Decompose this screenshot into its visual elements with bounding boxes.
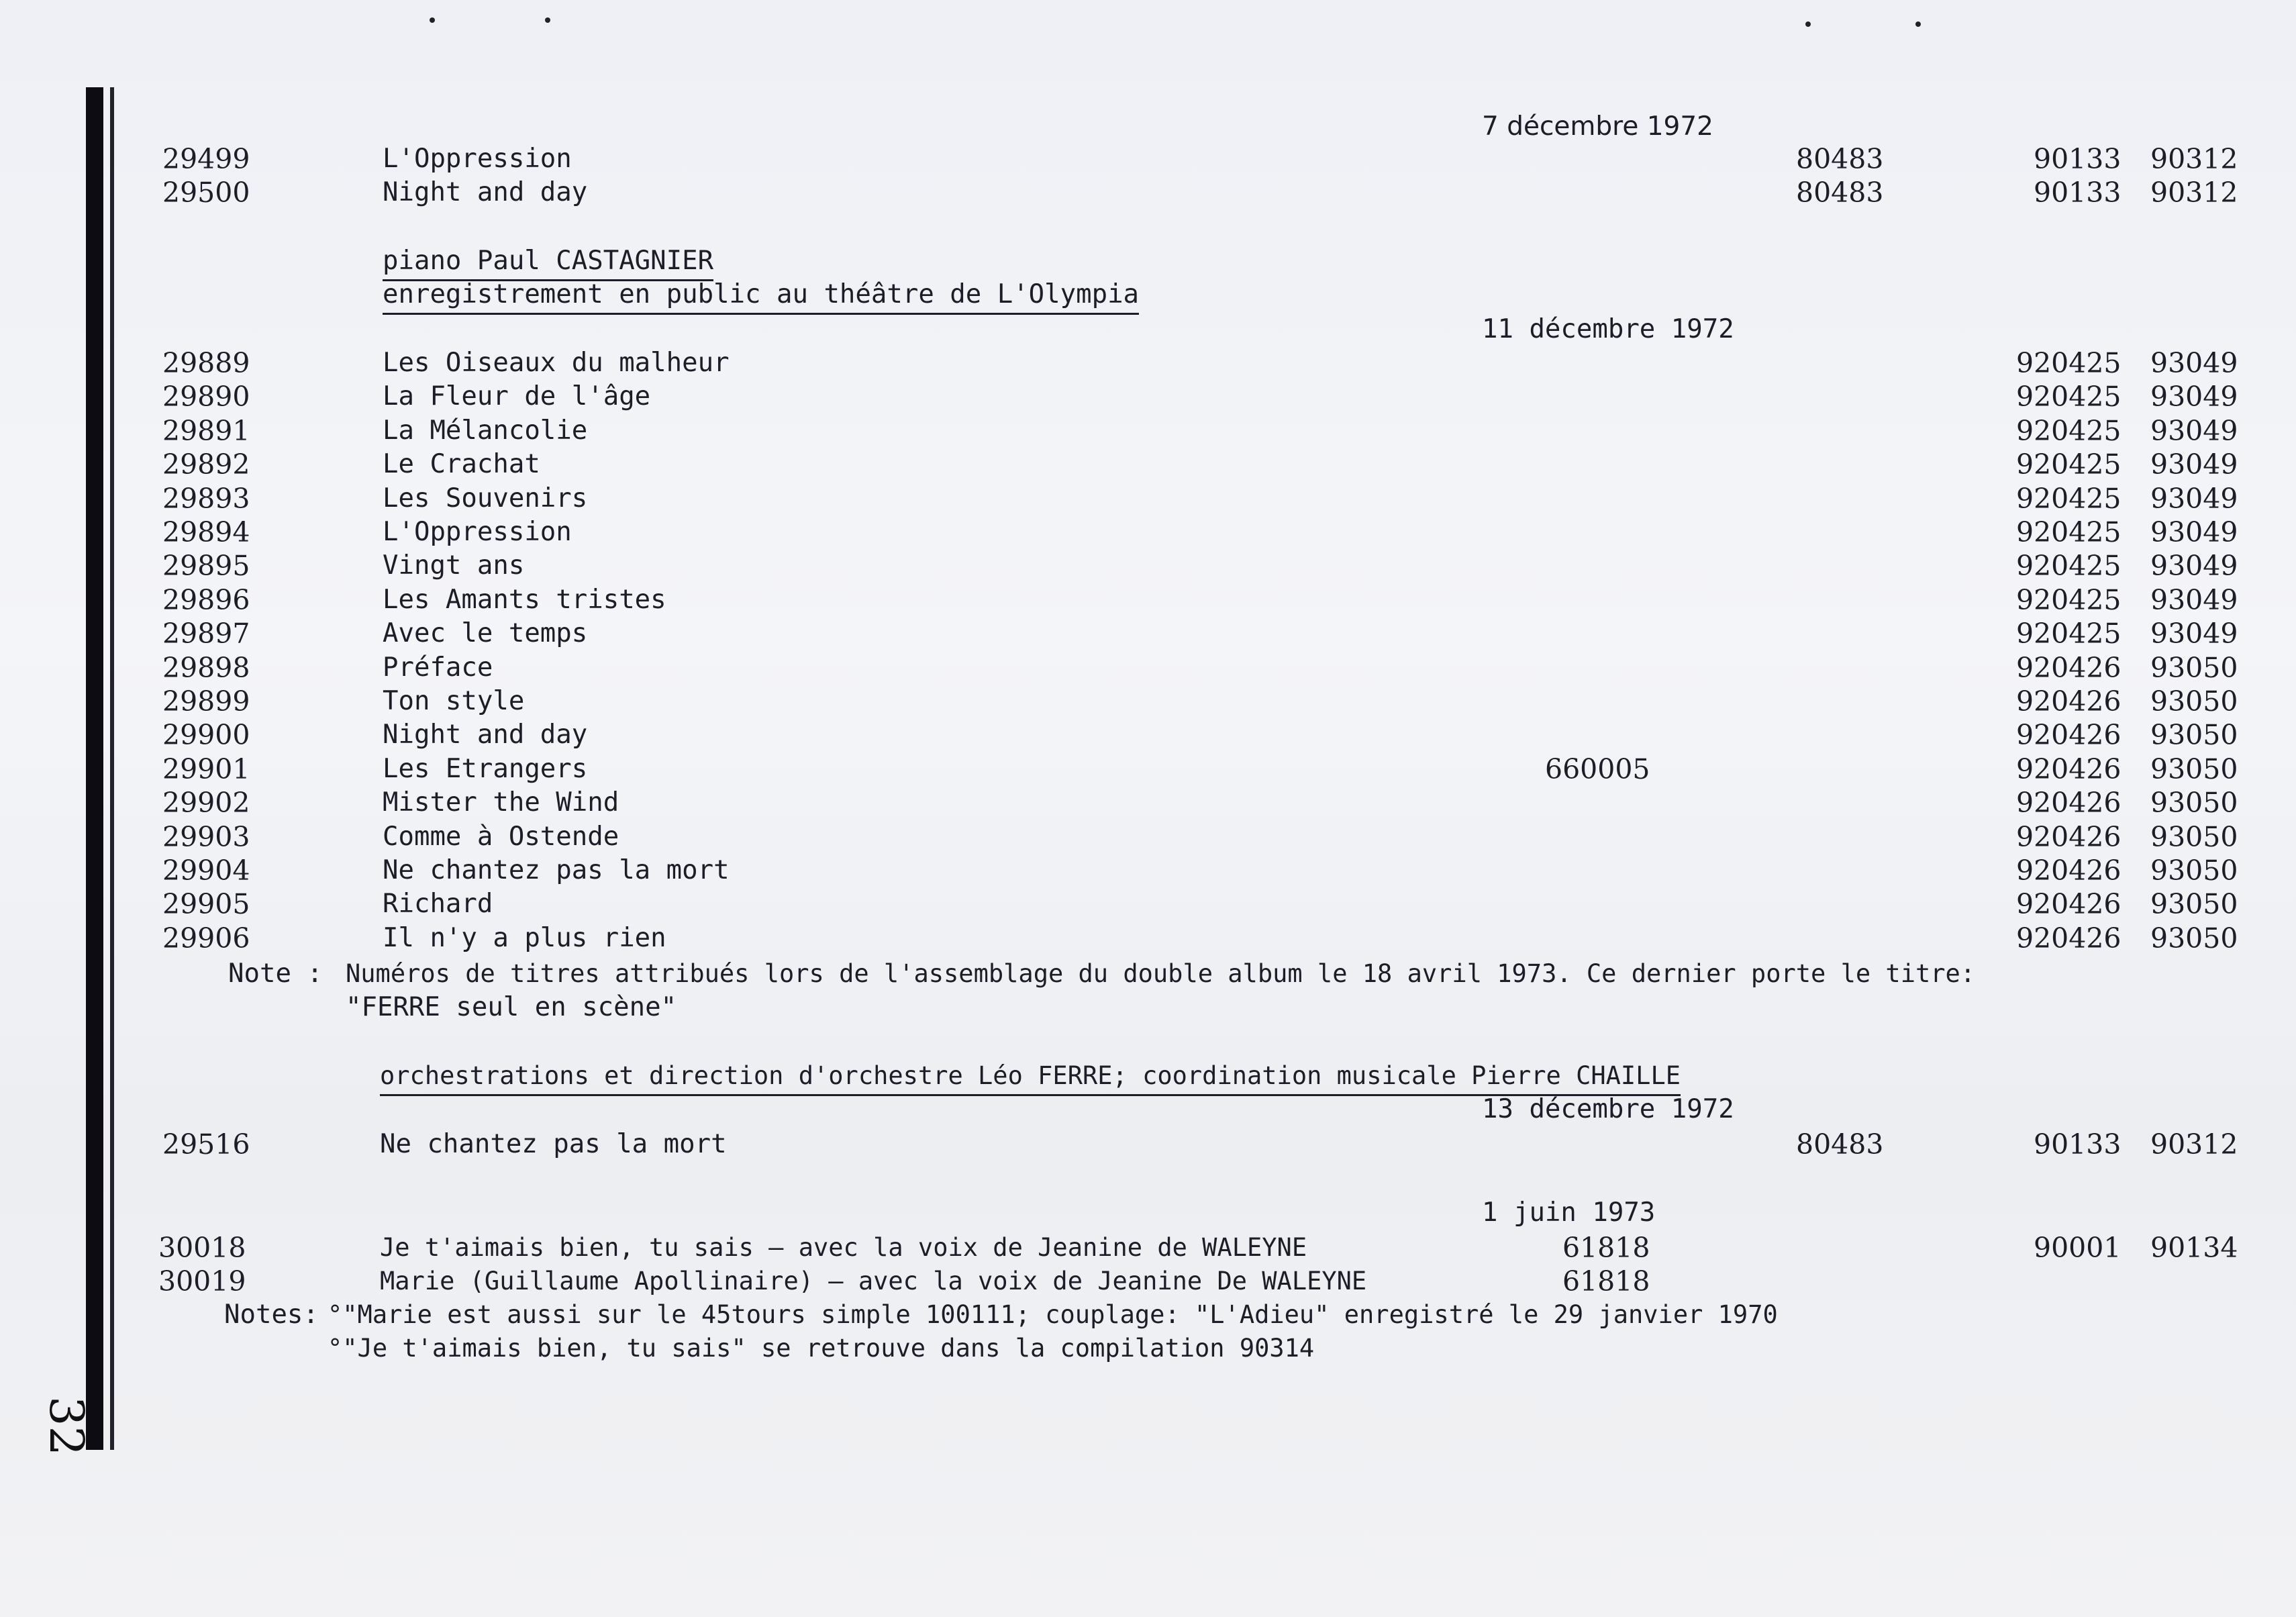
track-title: Night and day bbox=[383, 720, 588, 750]
track-id: 29904 bbox=[162, 854, 250, 887]
catalog-ref: 90001 bbox=[2034, 1232, 2122, 1264]
track-id: 30018 bbox=[158, 1232, 246, 1264]
track-title: Les Oiseaux du malheur bbox=[383, 348, 730, 378]
track-id: 29894 bbox=[162, 516, 250, 548]
note-text: °"Marie est aussi sur le 45tours simple 100111; couplage: "L'Adieu" enregistré le 29 janvier 1970 bbox=[328, 1300, 1778, 1329]
catalog-ref: 920426 bbox=[2016, 652, 2122, 684]
track-id: 29893 bbox=[162, 483, 250, 515]
scan-speck bbox=[545, 17, 550, 23]
track-id: 30019 bbox=[158, 1265, 246, 1297]
track-id: 29516 bbox=[162, 1128, 250, 1161]
section3-date: 13 décembre 1972 bbox=[1482, 1094, 1734, 1124]
catalog-ref: 920425 bbox=[2016, 448, 2122, 481]
track-title: Les Etrangers bbox=[383, 754, 588, 784]
catalog-ref: 80483 bbox=[1796, 1128, 1884, 1161]
margin-bar bbox=[86, 87, 103, 1450]
track-id: 29891 bbox=[162, 415, 250, 447]
catalog-ref: 90133 bbox=[2034, 143, 2122, 175]
catalog-ref: 61818 bbox=[1562, 1232, 1650, 1264]
catalog-ref: 920426 bbox=[2016, 719, 2122, 751]
catalog-ref: 93049 bbox=[2150, 550, 2238, 582]
track-title: Le Crachat bbox=[383, 449, 540, 479]
note-text: Numéros de titres attribués lors de l'assemblage du double album le 18 avril 1973. Ce dernier porte le titre: bbox=[346, 959, 1976, 988]
catalog-ref: 920426 bbox=[2016, 685, 2122, 718]
track-title: Marie (Guillaume Apollinaire) — avec la voix de Jeanine De WALEYNE bbox=[380, 1267, 1367, 1295]
track-id: 29906 bbox=[162, 922, 250, 954]
track-title: Richard bbox=[383, 889, 493, 919]
track-title: L'Oppression bbox=[383, 144, 572, 174]
catalog-ref: 93050 bbox=[2150, 821, 2238, 853]
track-id: 29905 bbox=[162, 888, 250, 920]
catalog-ref: 920426 bbox=[2016, 787, 2122, 819]
section2-date: 11 décembre 1972 bbox=[1482, 314, 1734, 344]
track-id: 29900 bbox=[162, 719, 250, 751]
catalog-ref: 93050 bbox=[2150, 753, 2238, 785]
catalog-ref: 80483 bbox=[1796, 143, 1884, 175]
catalog-ref: 93049 bbox=[2150, 347, 2238, 379]
catalog-ref: 80483 bbox=[1796, 177, 1884, 209]
track-title: Je t'aimais bien, tu sais — avec la voix de Jeanine de WALEYNE bbox=[380, 1233, 1307, 1262]
catalog-ref: 93049 bbox=[2150, 516, 2238, 548]
track-id: 29903 bbox=[162, 821, 250, 853]
catalog-ref: 920426 bbox=[2016, 888, 2122, 920]
catalog-ref: 920425 bbox=[2016, 347, 2122, 379]
catalog-ref: 93050 bbox=[2150, 719, 2238, 751]
track-title: Les Amants tristes bbox=[383, 585, 666, 615]
track-title: Ne chantez pas la mort bbox=[383, 855, 730, 885]
track-id: 29895 bbox=[162, 550, 250, 582]
catalog-ref: 90133 bbox=[2034, 177, 2122, 209]
track-id: 29890 bbox=[162, 381, 250, 413]
catalog-ref: 93050 bbox=[2150, 888, 2238, 920]
catalog-ref: 920425 bbox=[2016, 618, 2122, 650]
track-id: 29898 bbox=[162, 652, 250, 684]
track-id: 29901 bbox=[162, 753, 250, 785]
note-label: Note : bbox=[228, 959, 323, 989]
section-header: orchestrations et direction d'orchestre Léo FERRE; coordination musicale Pierre CHAILLE bbox=[380, 1059, 1681, 1096]
catalog-ref: 93049 bbox=[2150, 483, 2238, 515]
notes-label: Notes: bbox=[224, 1300, 319, 1330]
track-id: 29899 bbox=[162, 685, 250, 718]
track-title: Il n'y a plus rien bbox=[383, 923, 666, 953]
scan-speck bbox=[1805, 21, 1811, 27]
catalog-ref: 920426 bbox=[2016, 854, 2122, 887]
margin-bar-thin bbox=[110, 87, 114, 1450]
catalog-ref: 920425 bbox=[2016, 415, 2122, 447]
track-title: L'Oppression bbox=[383, 517, 572, 547]
track-id: 29902 bbox=[162, 787, 250, 819]
catalog-ref: 61818 bbox=[1562, 1265, 1650, 1297]
catalog-ref: 920426 bbox=[2016, 753, 2122, 785]
track-id: 29896 bbox=[162, 584, 250, 616]
catalog-ref: 920426 bbox=[2016, 922, 2122, 954]
catalog-ref: 920425 bbox=[2016, 584, 2122, 616]
catalog-ref: 90312 bbox=[2150, 177, 2238, 209]
catalog-ref: 93049 bbox=[2150, 381, 2238, 413]
track-title: Ton style bbox=[383, 686, 525, 716]
catalog-ref: 93050 bbox=[2150, 922, 2238, 954]
track-title: Préface bbox=[383, 652, 493, 683]
catalog-ref: 93049 bbox=[2150, 415, 2238, 447]
catalog-ref: 90133 bbox=[2034, 1128, 2122, 1161]
track-title: La Fleur de l'âge bbox=[383, 381, 651, 411]
section-header: enregistrement en public au théâtre de L'Olympia bbox=[383, 278, 1139, 315]
catalog-ref: 93050 bbox=[2150, 685, 2238, 718]
page-number: 32 bbox=[39, 1396, 94, 1457]
catalog-ref: 920425 bbox=[2016, 381, 2122, 413]
track-id: 29889 bbox=[162, 347, 250, 379]
section1-date: 7 décembre 1972 bbox=[1482, 111, 1713, 142]
catalog-ref: 93050 bbox=[2150, 652, 2238, 684]
section-header: piano Paul CASTAGNIER bbox=[383, 244, 713, 281]
section4-date: 1 juin 1973 bbox=[1482, 1197, 1656, 1228]
track-title: Mister the Wind bbox=[383, 787, 619, 818]
track-id: 29499 bbox=[162, 143, 250, 175]
catalog-ref: 920425 bbox=[2016, 550, 2122, 582]
catalog-ref: 920425 bbox=[2016, 516, 2122, 548]
scan-speck bbox=[1915, 21, 1921, 27]
catalog-ref: 93049 bbox=[2150, 448, 2238, 481]
catalog-ref: 920426 bbox=[2016, 821, 2122, 853]
catalog-ref: 93049 bbox=[2150, 618, 2238, 650]
note-text: "FERRE seul en scène" bbox=[346, 992, 677, 1022]
catalog-ref: 93050 bbox=[2150, 854, 2238, 887]
track-id: 29897 bbox=[162, 618, 250, 650]
catalog-ref: 90134 bbox=[2150, 1232, 2238, 1264]
scan-speck bbox=[430, 17, 435, 23]
track-title: Avec le temps bbox=[383, 618, 588, 648]
catalog-ref: 660005 bbox=[1545, 753, 1650, 785]
catalog-ref: 90312 bbox=[2150, 1128, 2238, 1161]
track-title: Ne chantez pas la mort bbox=[380, 1129, 727, 1159]
catalog-ref: 90312 bbox=[2150, 143, 2238, 175]
catalog-ref: 920425 bbox=[2016, 483, 2122, 515]
track-title: Night and day bbox=[383, 177, 588, 207]
catalog-ref: 93049 bbox=[2150, 584, 2238, 616]
track-id: 29500 bbox=[162, 177, 250, 209]
track-id: 29892 bbox=[162, 448, 250, 481]
catalog-ref: 93050 bbox=[2150, 787, 2238, 819]
note-text: °"Je t'aimais bien, tu sais" se retrouve dans la compilation 90314 bbox=[328, 1334, 1315, 1363]
track-title: Les Souvenirs bbox=[383, 483, 588, 513]
track-title: Comme à Ostende bbox=[383, 822, 619, 852]
track-title: La Mélancolie bbox=[383, 415, 588, 446]
track-title: Vingt ans bbox=[383, 550, 525, 581]
